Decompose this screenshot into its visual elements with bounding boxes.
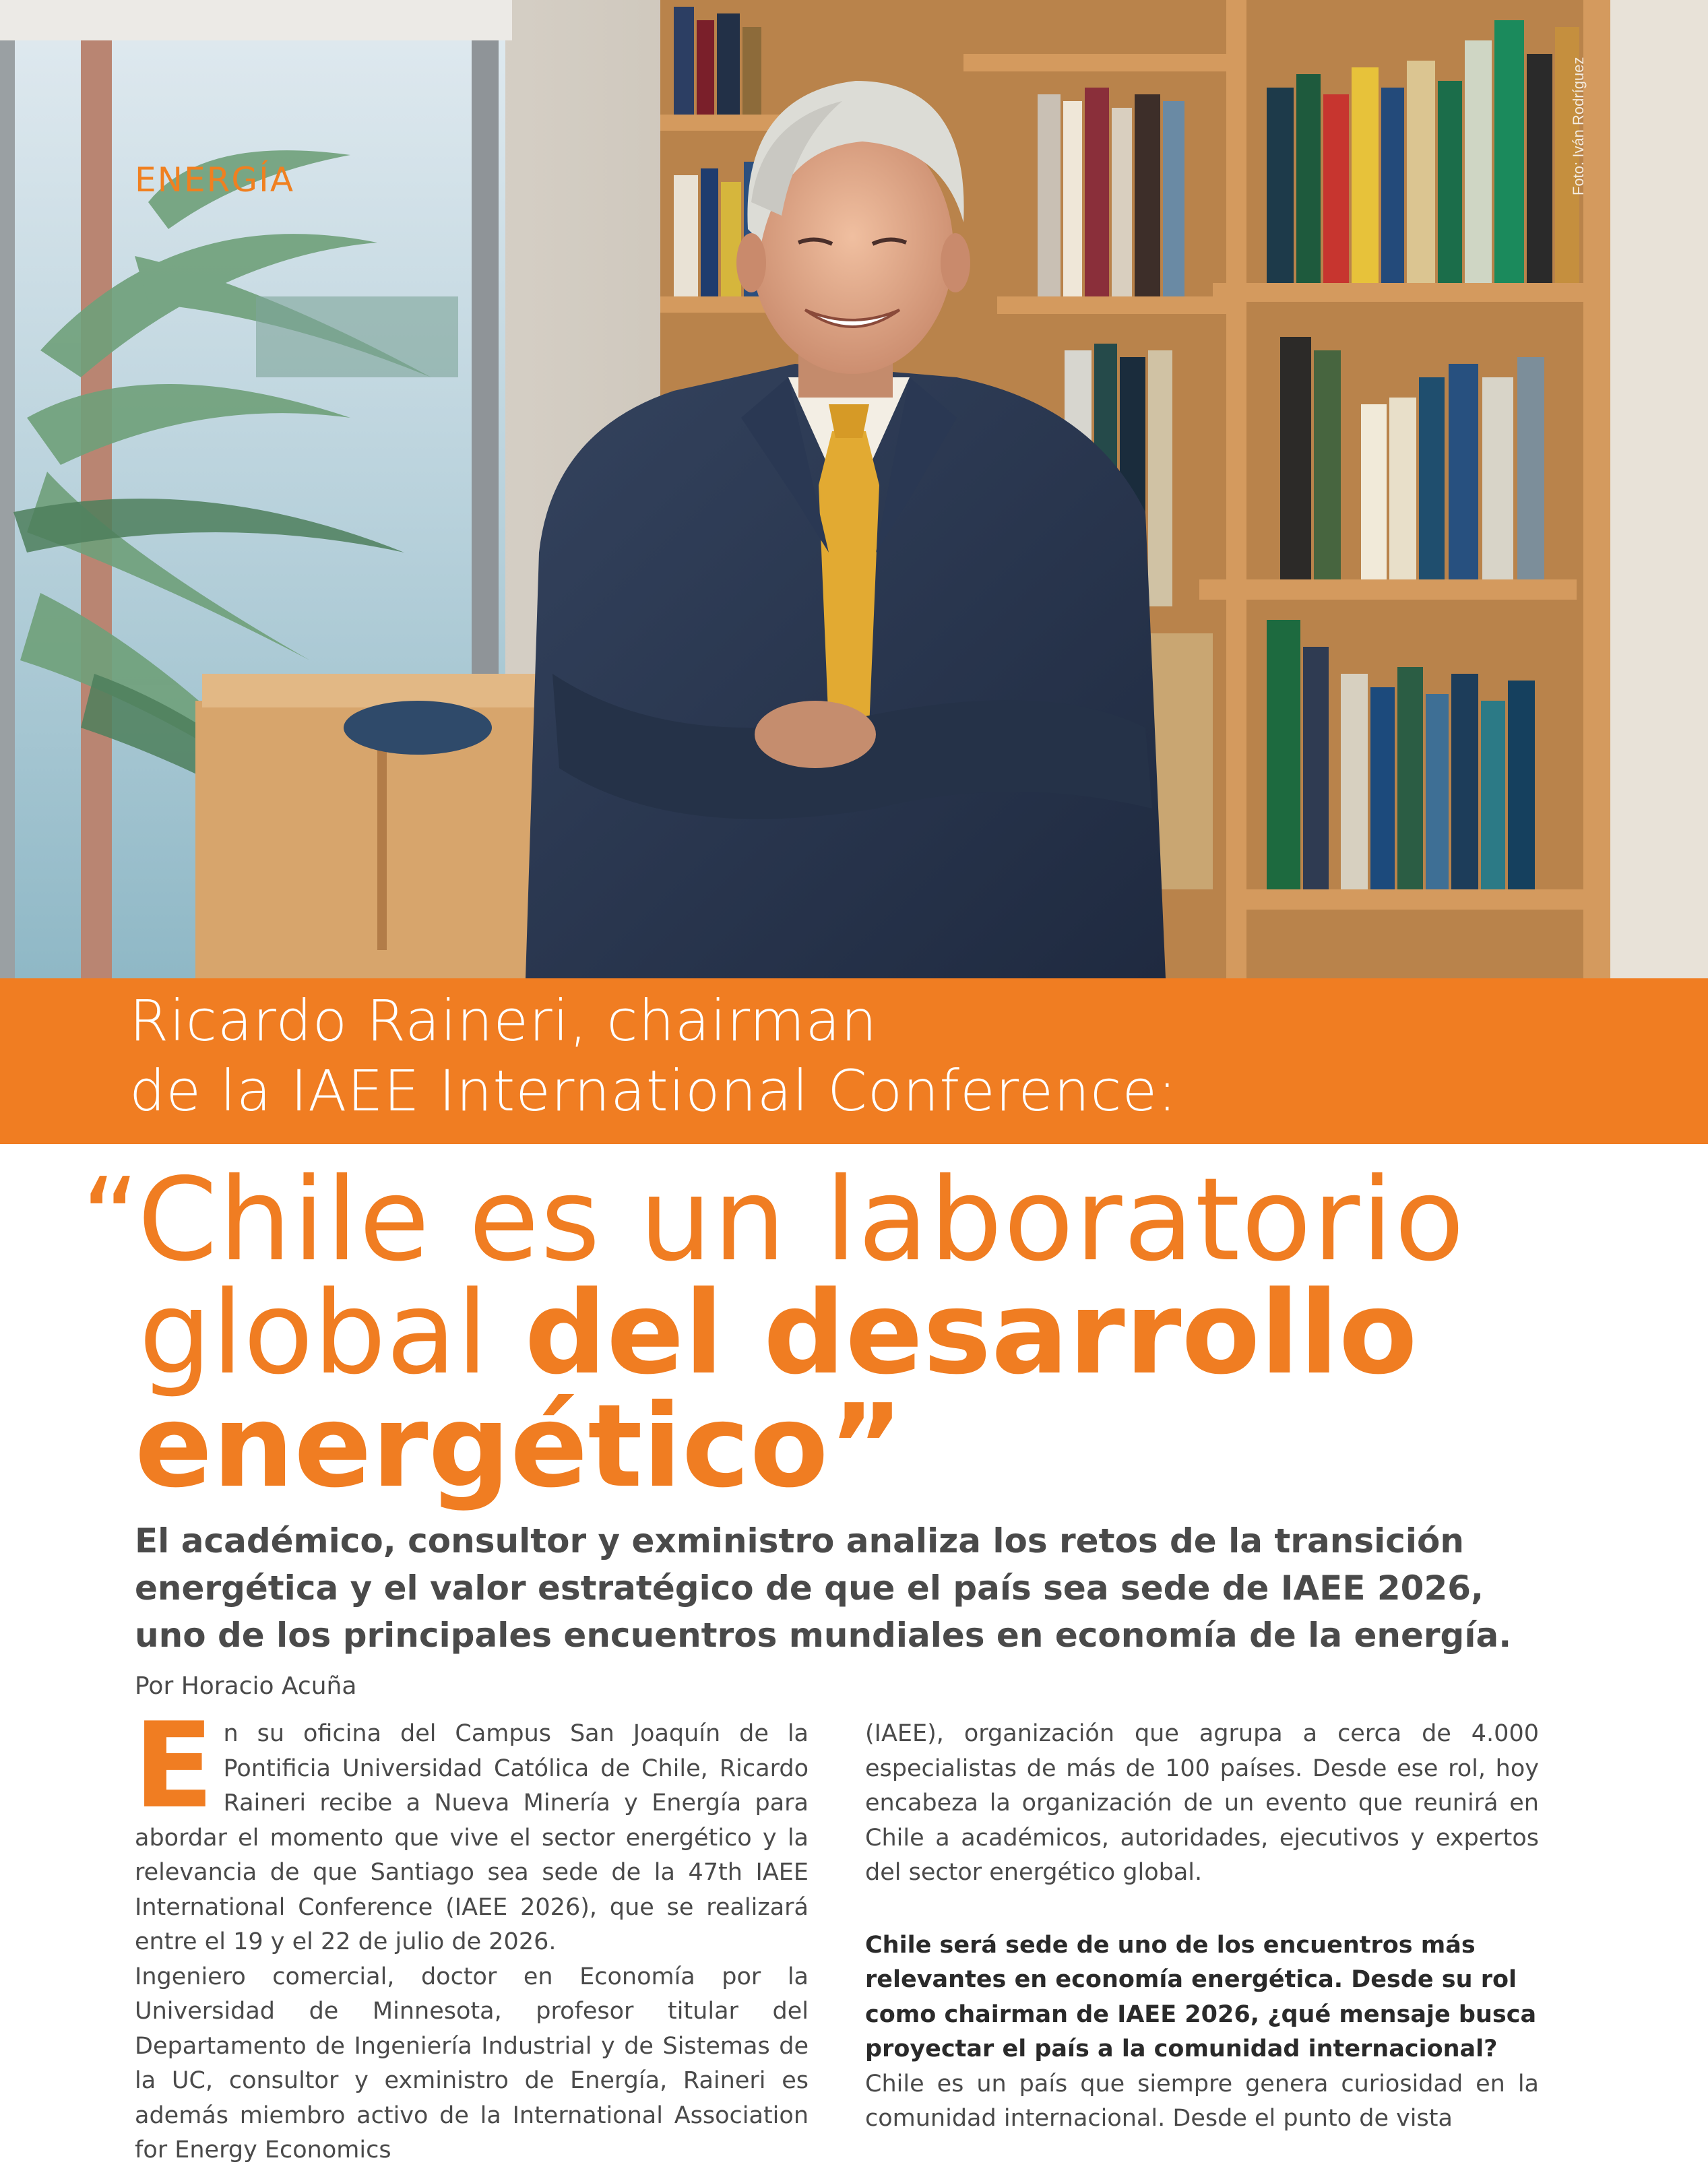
headline-line-1: “Chile es un laboratorio: [81, 1154, 1466, 1287]
headline-line-2-bold: del desarrollo: [524, 1267, 1418, 1400]
deck-text: El académico, consultor y exministro analiza los retos de la transición energética y el valor estratégico de que el país sea sede de IAEE 2026, uno de los principales encuentros mundiales en economía de la energía.: [135, 1521, 1512, 1655]
body-paragraph-2: Ingeniero comercial, doctor en Economía por la Universidad de Minnesota, profesor titular del Departamento de Ingeniería Industrial y de Sistemas de la UC, consultor y exministro de Energía, Raineri es además miembro activo de la International Association for Energy Economics: [135, 1963, 809, 2164]
byline: Por Horacio Acuña: [135, 1672, 357, 1700]
body-column-right: [865, 1717, 1539, 2137]
headline-line-2: [139, 1267, 1418, 1400]
body-paragraph-3: (IAEE), organización que agrupa a cerca de 4.000 especialistas de más de 100 países. Desde ese rol, hoy encabeza la organización de un evento que reunirá en Chile a académicos, autoridades, ejecutivos y expertos del sector energético global.: [865, 1720, 1539, 1886]
section-label: ENERGÍA: [135, 160, 295, 199]
band-title-line-2: de la IAEE International Conference:: [129, 1058, 1178, 1124]
portrait-illustration: [0, 0, 1708, 978]
body-paragraph-1-text: n su oficina del Campus San Joaquín de la Pontificia Universidad Católica de Chile, Ricardo Raineri recibe a Nueva Minería y Energía para abordar el momento que vive el sector energético y la relevancia de que Santiago sea sede de la 47th IAEE International Conference (IAEE 2026), que se realizará entre el 19 y el 22 de julio de 2026.: [135, 1720, 809, 1955]
dropcap: E: [133, 1698, 214, 1835]
headline-line-3: energético”: [135, 1380, 904, 1513]
band-title-line-1: Ricardo Raineri, chairman: [129, 988, 878, 1054]
body-paragraph-4: Chile es un país que siempre genera curiosidad en la comunidad internacional. Desde el punto de vista: [865, 2070, 1539, 2132]
photo-credit: Foto: Iván Rodríguez: [1570, 57, 1587, 195]
body-paragraph-1: [133, 1698, 809, 1960]
deck: [135, 1517, 1556, 1710]
headline-line-2-light: global: [139, 1267, 525, 1400]
title-band: [0, 978, 1708, 1144]
interview-question: Chile será sede de uno de los encuentros más relevantes en economía energética. Desde su rol como chairman de IAEE 2026, ¿qué mensaje busca proyectar el país a la comunidad internacional?: [865, 1931, 1537, 2062]
body-column-left: [133, 1698, 809, 2168]
hero-photo: [0, 0, 1708, 978]
